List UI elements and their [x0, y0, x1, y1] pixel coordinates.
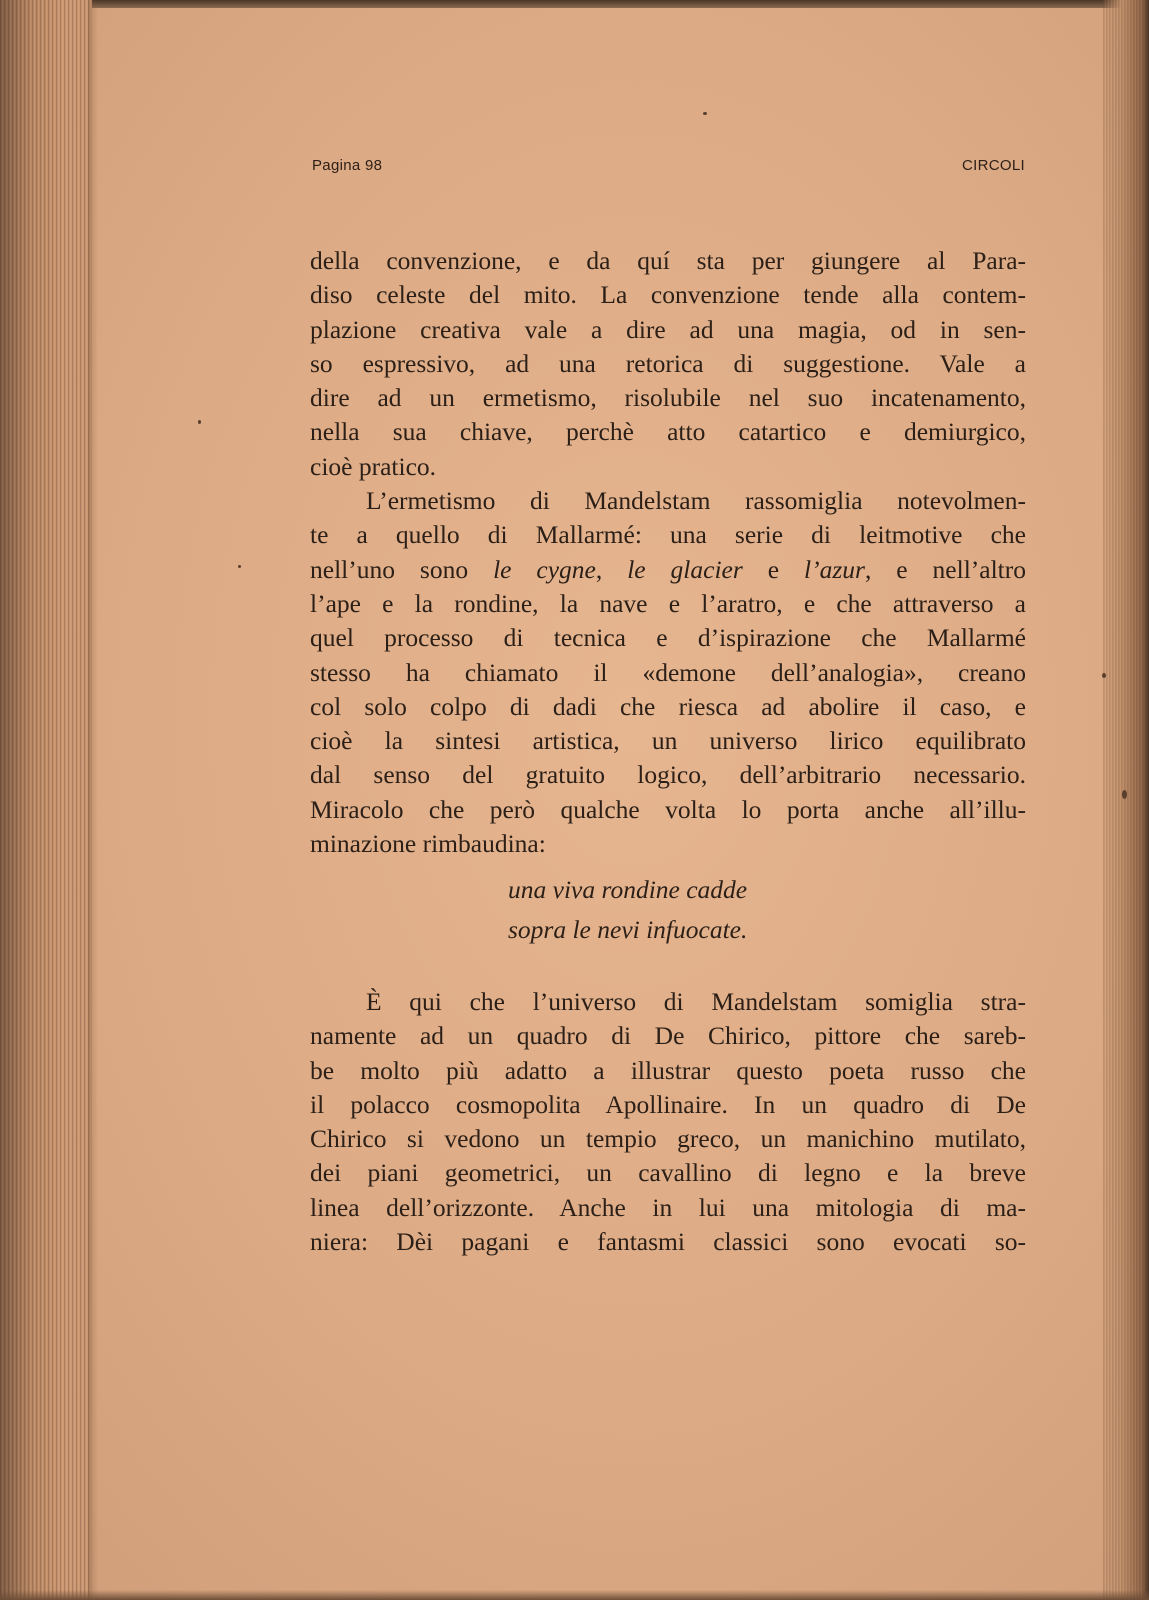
- text-run: nell’uno sono: [310, 554, 494, 584]
- verse-quotation: [508, 870, 747, 950]
- text-line: nella sua chiave, perchè atto catartico e demiurgico,: [310, 417, 1026, 447]
- text-line: quel processo di tecnica e d’ispirazione che Mallarmé: [310, 623, 1026, 653]
- text-line: plazione creativa vale a dire ad una magia, od in sen-: [310, 314, 1026, 344]
- italic-term: le glacier: [627, 554, 743, 584]
- text-line: cioè la sintesi artistica, un universo lirico equilibrato: [310, 726, 1026, 756]
- text-line: minazione rimbaudina:: [310, 829, 546, 859]
- book-spine-edge: [0, 0, 92, 1600]
- paper-speck: [238, 565, 241, 568]
- text-line: niera: Dèi pagani e fantasmi classici sono evocati so-: [310, 1227, 1026, 1257]
- text-line: l’ape e la rondine, la nave e l’aratro, e che attraverso a: [310, 588, 1026, 618]
- text-line: cioè pratico.: [310, 451, 437, 481]
- text-line: col solo colpo di dadi che riesca ad abolire il caso, e: [310, 691, 1026, 721]
- text-line: dal senso del gratuito logico, dell’arbitrario necessario.: [310, 760, 1026, 790]
- paper-speck: [703, 112, 707, 115]
- text-line: Miracolo che però qualche volta lo porta anche all’illu-: [310, 794, 1026, 824]
- page-top-edge: [0, 0, 1149, 8]
- text-line-with-italics: [310, 553, 1026, 587]
- verse-line: una viva rondine cadde: [508, 875, 748, 904]
- text-line: il polacco cosmopolita Apollinaire. In un quadro di De: [310, 1089, 1026, 1119]
- text-run: , e nell’altro: [864, 554, 1027, 584]
- text-line: diso celeste del mito. La convenzione tende alla contem-: [310, 280, 1026, 310]
- text-line: Chirico si vedono un tempio greco, un manichino mutilato,: [310, 1124, 1026, 1154]
- text-line: namente ad un quadro di De Chirico, pittore che sareb-: [310, 1021, 1026, 1051]
- page-header: [312, 157, 1025, 179]
- running-head: CIRCOLI: [962, 157, 1025, 174]
- page-bottom-edge: [0, 1590, 1149, 1600]
- paper-speck: [1102, 673, 1106, 678]
- text-line: linea dell’orizzonte. Anche in lui una mitologia di ma-: [310, 1192, 1026, 1222]
- text-line: dei piani geometrici, un cavallino di legno e la breve: [310, 1158, 1026, 1188]
- text-line: so espressivo, ad una retorica di suggestione. Vale a: [310, 348, 1026, 378]
- page-right-edge: [1103, 0, 1149, 1600]
- text-run: e: [742, 554, 805, 584]
- text-line: È qui che l’universo di Mandelstam somiglia stra-: [366, 987, 1026, 1016]
- paper-speck: [198, 420, 201, 424]
- italic-term: l’azur: [804, 554, 865, 584]
- main-text-block: [310, 244, 1026, 861]
- text-line: stesso ha chiamato il «demone dell’analogia», creano: [310, 657, 1026, 687]
- text-line: te a quello di Mallarmé: una serie di leitmotive che: [310, 520, 1026, 550]
- text-line: L’ermetismo di Mandelstam rassomiglia notevolmen-: [366, 486, 1026, 516]
- text-line: dire ad un ermetismo, risolubile nel suo incatenamento,: [310, 383, 1026, 413]
- gutter-shadow: [88, 0, 98, 1600]
- text-line: be molto più adatto a illustrar questo poeta russo che: [310, 1055, 1026, 1085]
- text-line: della convenzione, e da quí sta per giungere al Para-: [310, 246, 1026, 275]
- page-number: Pagina 98: [312, 157, 383, 174]
- verse-line: sopra le nevi infuocate.: [508, 915, 748, 944]
- text-run: ,: [595, 554, 628, 584]
- paper-speck: [1122, 790, 1127, 799]
- second-text-block: [310, 985, 1026, 1259]
- italic-term: le cygne: [493, 554, 596, 584]
